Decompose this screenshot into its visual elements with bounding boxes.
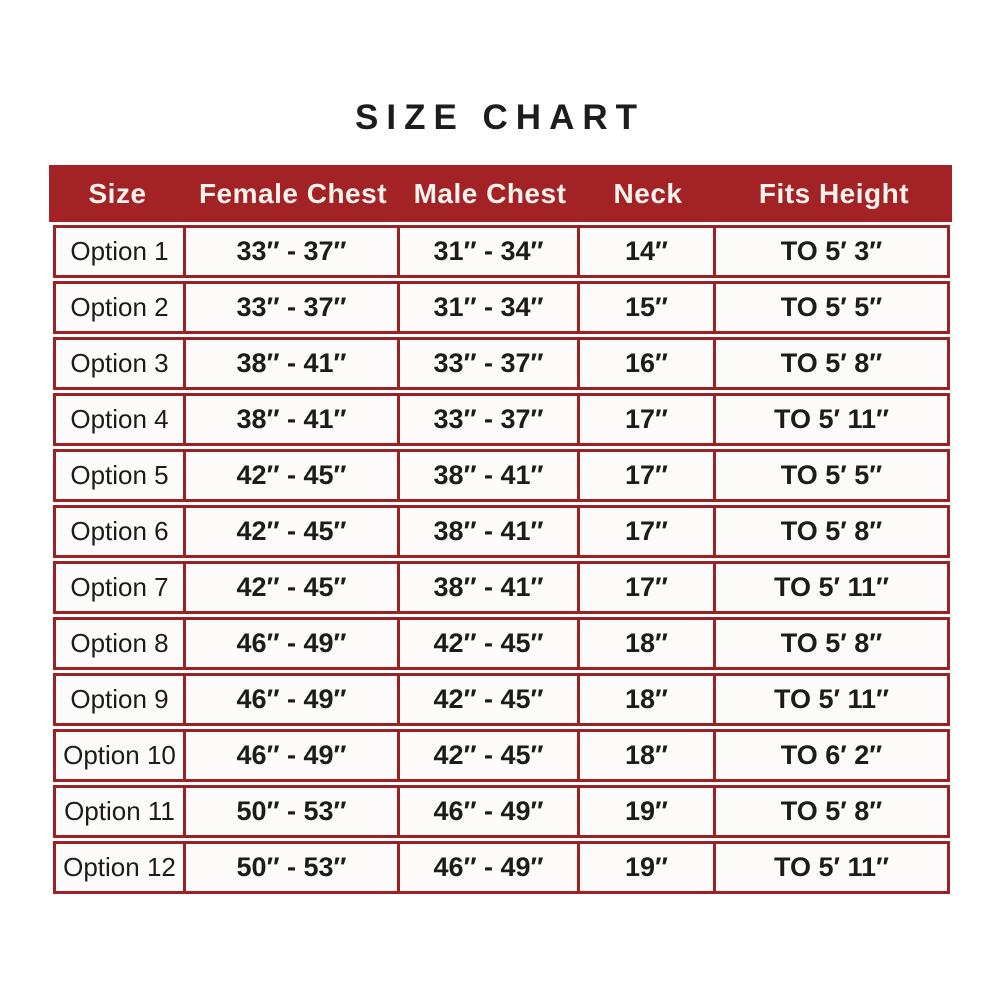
size-cell: Option 3 bbox=[56, 340, 186, 387]
column-header-neck: Neck bbox=[613, 177, 683, 209]
male-chest-cell: 38″ - 41″ bbox=[400, 452, 580, 499]
table-row bbox=[53, 449, 950, 502]
size-chart-table bbox=[49, 165, 952, 897]
fits-height-cell: TO 5′ 8″ bbox=[780, 628, 883, 658]
size-cell: Option 6 bbox=[56, 508, 186, 555]
size-cell: Option 2 bbox=[56, 284, 186, 331]
size-cell: Option 8 bbox=[56, 620, 186, 667]
male-chest-cell: 42″ - 45″ bbox=[400, 732, 580, 779]
fits-height-cell: TO 5′ 8″ bbox=[780, 516, 883, 546]
table-body bbox=[53, 225, 950, 894]
table-row bbox=[53, 785, 950, 838]
male-chest-cell: 42″ - 45″ bbox=[400, 620, 580, 667]
neck-cell: 19″ bbox=[580, 788, 716, 835]
column-header-female-chest: Female Chest bbox=[198, 177, 388, 209]
fits-height-cell: TO 5′ 8″ bbox=[780, 796, 883, 826]
fits-height-cell: TO 6′ 2″ bbox=[780, 740, 883, 770]
size-cell: Option 1 bbox=[56, 228, 186, 275]
fits-height-cell: TO 5′ 3″ bbox=[780, 236, 883, 266]
female-chest-cell: 33″ - 37″ bbox=[186, 228, 400, 275]
male-chest-cell: 33″ - 37″ bbox=[400, 340, 580, 387]
neck-cell: 18″ bbox=[580, 620, 716, 667]
fits-height-cell: TO 5′ 8″ bbox=[780, 348, 883, 378]
table-row bbox=[53, 225, 950, 278]
fits-height-cell: TO 5′ 11″ bbox=[774, 572, 889, 602]
female-chest-cell: 46″ - 49″ bbox=[186, 676, 400, 723]
size-cell: Option 12 bbox=[56, 844, 186, 891]
neck-cell: 17″ bbox=[580, 452, 716, 499]
female-chest-cell: 38″ - 41″ bbox=[186, 340, 400, 387]
table-row bbox=[53, 393, 950, 446]
table-row bbox=[53, 281, 950, 334]
page-title: SIZE CHART bbox=[355, 98, 645, 137]
neck-cell: 14″ bbox=[580, 228, 716, 275]
male-chest-cell: 42″ - 45″ bbox=[400, 676, 580, 723]
size-cell: Option 9 bbox=[56, 676, 186, 723]
column-header-fits-height: Fits Height bbox=[758, 177, 910, 209]
female-chest-cell: 42″ - 45″ bbox=[186, 452, 400, 499]
male-chest-cell: 46″ - 49″ bbox=[400, 844, 580, 891]
size-cell: Option 10 bbox=[56, 732, 186, 779]
neck-cell: 18″ bbox=[580, 676, 716, 723]
neck-cell: 16″ bbox=[580, 340, 716, 387]
male-chest-cell: 31″ - 34″ bbox=[400, 284, 580, 331]
neck-cell: 18″ bbox=[580, 732, 716, 779]
table-row bbox=[53, 729, 950, 782]
female-chest-cell: 46″ - 49″ bbox=[186, 620, 400, 667]
size-cell: Option 4 bbox=[56, 396, 186, 443]
female-chest-cell: 42″ - 45″ bbox=[186, 564, 400, 611]
table-row bbox=[53, 617, 950, 670]
male-chest-cell: 38″ - 41″ bbox=[400, 564, 580, 611]
neck-cell: 15″ bbox=[580, 284, 716, 331]
female-chest-cell: 50″ - 53″ bbox=[186, 844, 400, 891]
size-cell: Option 7 bbox=[56, 564, 186, 611]
table-row bbox=[53, 505, 950, 558]
male-chest-cell: 33″ - 37″ bbox=[400, 396, 580, 443]
fits-height-cell: TO 5′ 11″ bbox=[774, 404, 889, 434]
female-chest-cell: 33″ - 37″ bbox=[186, 284, 400, 331]
male-chest-cell: 38″ - 41″ bbox=[400, 508, 580, 555]
neck-cell: 17″ bbox=[580, 396, 716, 443]
column-header-male-chest: Male Chest bbox=[413, 177, 567, 209]
female-chest-cell: 50″ - 53″ bbox=[186, 788, 400, 835]
fits-height-cell: TO 5′ 11″ bbox=[774, 852, 889, 882]
table-row bbox=[53, 841, 950, 894]
fits-height-cell: TO 5′ 5″ bbox=[780, 292, 883, 322]
female-chest-cell: 42″ - 45″ bbox=[186, 508, 400, 555]
female-chest-cell: 38″ - 41″ bbox=[186, 396, 400, 443]
male-chest-cell: 31″ - 34″ bbox=[400, 228, 580, 275]
neck-cell: 17″ bbox=[580, 508, 716, 555]
table-header-row bbox=[49, 165, 952, 222]
table-row bbox=[53, 673, 950, 726]
table-row bbox=[53, 561, 950, 614]
female-chest-cell: 46″ - 49″ bbox=[186, 732, 400, 779]
fits-height-cell: TO 5′ 11″ bbox=[774, 684, 889, 714]
size-cell: Option 5 bbox=[56, 452, 186, 499]
neck-cell: 19″ bbox=[580, 844, 716, 891]
table-row bbox=[53, 337, 950, 390]
size-cell: Option 11 bbox=[56, 788, 186, 835]
male-chest-cell: 46″ - 49″ bbox=[400, 788, 580, 835]
neck-cell: 17″ bbox=[580, 564, 716, 611]
fits-height-cell: TO 5′ 5″ bbox=[780, 460, 883, 490]
column-header-size: Size bbox=[88, 177, 147, 209]
